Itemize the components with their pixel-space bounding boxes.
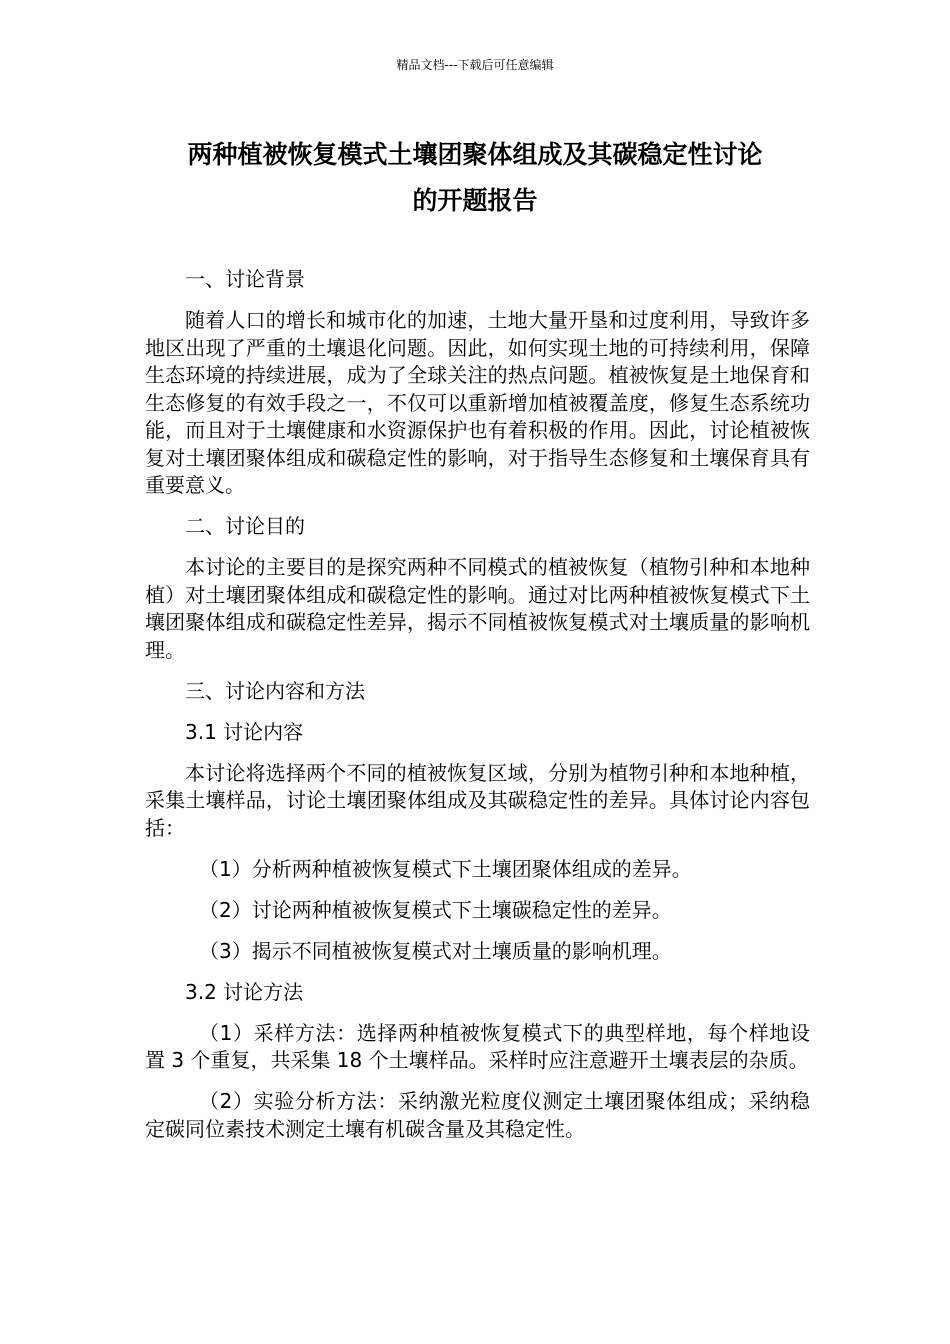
subsection-heading-content: 3.1 讨论内容 bbox=[185, 719, 304, 744]
header-note: 精品文档---下载后可任意编辑 bbox=[396, 58, 554, 72]
list-item: （2）讨论两种植被恢复模式下土壤碳稳定性的差异。 bbox=[199, 897, 672, 922]
paragraph-content: 本讨论将选择两个不同的植被恢复区域，分别为植物引种和本地种植，采集土壤样品，讨论土壤团聚体组成及其碳稳定性的差异。具体讨论内容包括： bbox=[145, 760, 810, 840]
section-heading-content-methods: 三、讨论内容和方法 bbox=[185, 678, 365, 703]
paragraph-purpose: 本讨论的主要目的是探究两种不同模式的植被恢复（植物引种和本地种植）对土壤团聚体组成和碳稳定性的影响。通过对比两种植被恢复模式下土壤团聚体组成和碳稳定性差异，揭示不同植被恢复模式对土壤质量的影响机理。 bbox=[145, 555, 810, 662]
section-heading-purpose: 二、讨论目的 bbox=[185, 514, 305, 538]
list-item: （2）实验分析方法：采纳激光粒度仪测定土壤团聚体组成；采纳稳定碳同位素技术测定土壤有机碳含量及其稳定性。 bbox=[145, 1089, 810, 1141]
document-body bbox=[145, 266, 810, 1143]
list-item: （3）揭示不同植被恢复模式对土壤质量的影响机理。 bbox=[199, 938, 672, 963]
section-heading-background: 一、讨论背景 bbox=[185, 267, 305, 291]
paragraph-background: 随着人口的增长和城市化的加速，土地大量开垦和过度利用，导致许多地区出现了严重的土壤退化问题。因此，如何实现土地的可持续利用，保障生态环境的持续进展，成为了全球关注的热点问题。植被恢复是土地保育和生态修复的有效手段之一，不仅可以重新增加植被覆盖度，修复生态系统功能，而且对于土壤健康和水资源保护也有着积极的作用。因此，讨论植被恢复对土壤团聚体组成和碳稳定性的影响，对于指导生态修复和土壤保育具有重要意义。 bbox=[145, 308, 810, 497]
list-item: （1）采样方法：选择两种植被恢复模式下的典型样地，每个样地设置 3 个重复，共采集 18 个土壤样品。采样时应注意避开土壤表层的杂质。 bbox=[145, 1020, 810, 1072]
title-line-2: 的开题报告 bbox=[412, 186, 538, 215]
document-title bbox=[140, 132, 810, 224]
title-line-1: 两种植被恢复模式土壤团聚体组成及其碳稳定性讨论 bbox=[187, 140, 763, 169]
list-item: （1）分析两种植被恢复模式下土壤团聚体组成的差异。 bbox=[199, 856, 692, 881]
subsection-heading-methods: 3.2 讨论方法 bbox=[185, 979, 304, 1004]
